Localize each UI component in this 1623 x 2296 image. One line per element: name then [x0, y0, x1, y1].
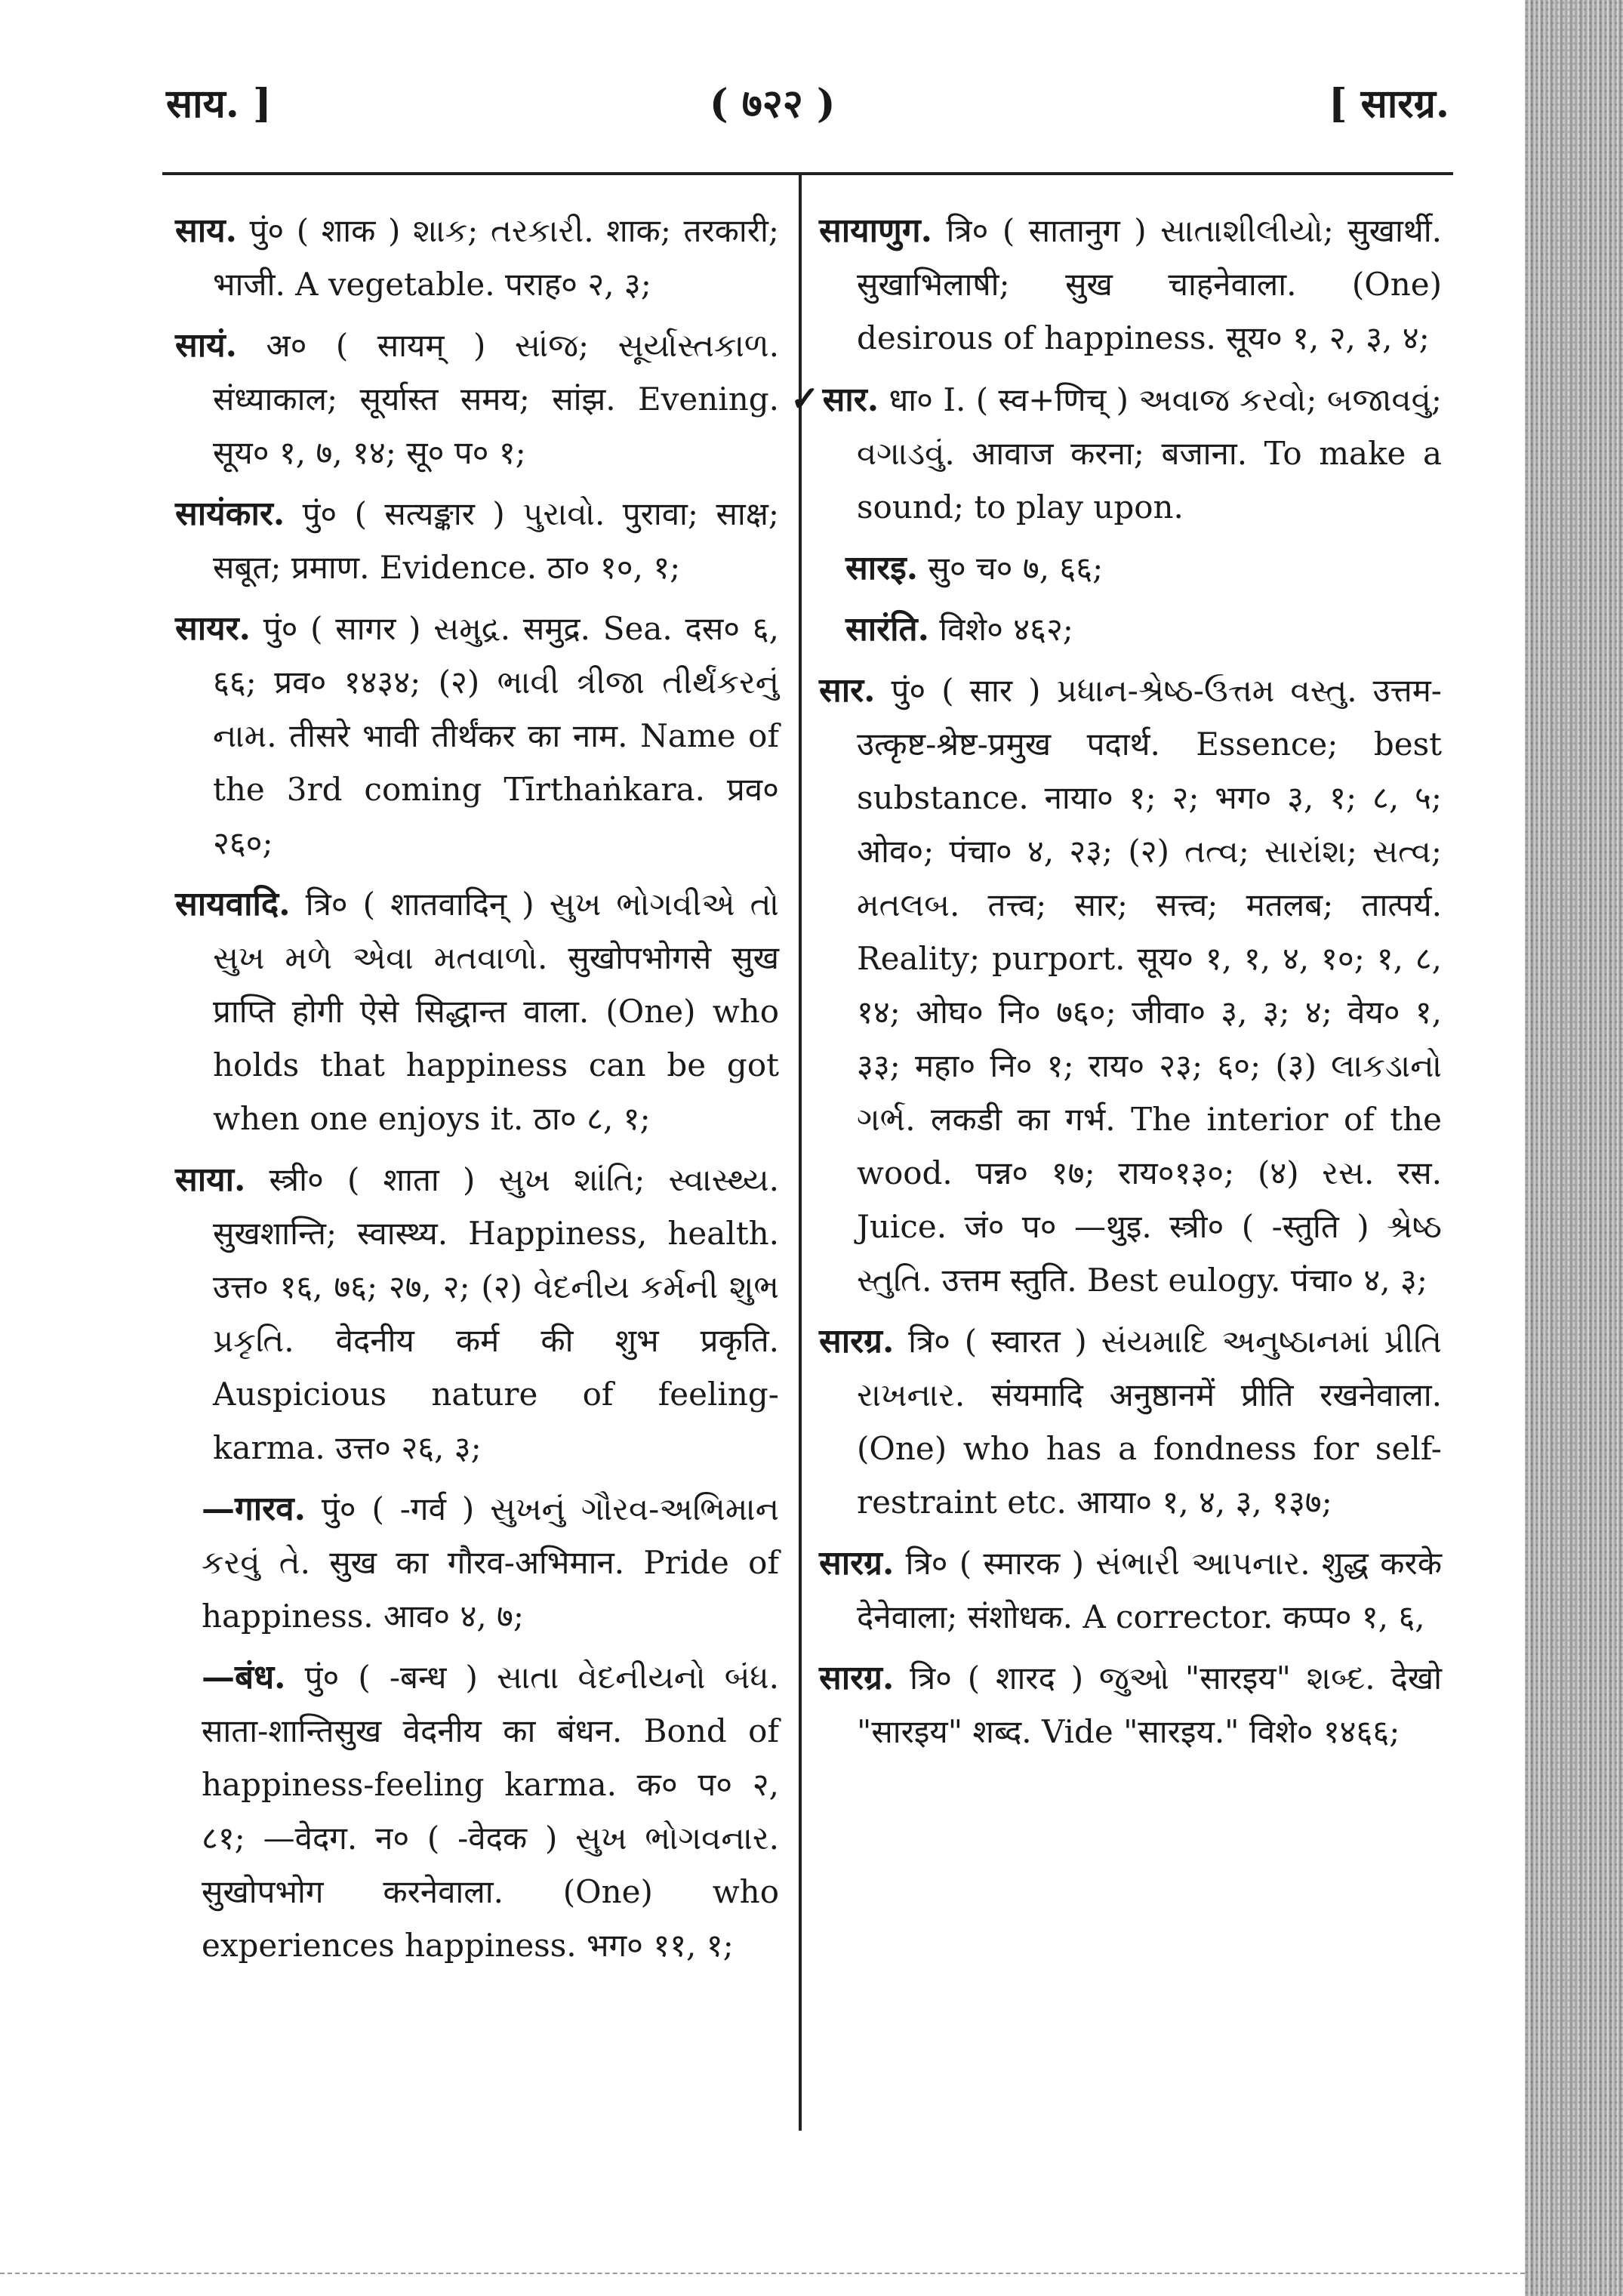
entry-headword: सारंति. — [845, 610, 929, 649]
entry-definition: त्रि० ( स्वारत ) સંયમાદિ અનુષ્ઠાનમાં પ્રીતિ રાખનાર. संयमादि अनुष्ठानमें प्रीति रखनेवाला. (One) who has a fondness for self-restraint etc. आया० १, ४, ३, १३७; — [857, 1323, 1442, 1521]
dictionary-entry — [819, 1536, 1442, 1644]
entry-definition: पुं० ( -गर्व ) સુખનું ગૌરવ-અભિમાન કરવું તે. सुख का गौरव-अभिमान. Pride of happiness. आव० ४, ७; — [202, 1490, 779, 1635]
left-column — [175, 204, 779, 1980]
entry-headword: सारग्र. — [819, 1659, 895, 1697]
dictionary-entry — [175, 204, 779, 311]
page-header — [166, 76, 1449, 136]
entry-headword: सारग्र. — [819, 1322, 895, 1361]
right-column — [790, 204, 1442, 1766]
dictionary-entry — [175, 487, 779, 594]
entry-headword: सायं. — [175, 326, 237, 365]
entry-definition: त्रि० ( शातवादिन् ) સુખ ભોગવીએ તો સુખ મળે એવા મતવાળો. सुखोपभोगसे सुख प्राप्ति होगी ऐसे सिद्धान्त वाला. (One) who holds that happiness can be got when one enjoys it. ठा० ८, १; — [213, 886, 780, 1137]
entry-definition: त्रि० ( सातानुग ) સાતાશીલીયો; सुखार्थी. सुखाभिलाषी; सुख चाहनेवाला. (One) desirous of happiness. सूय० १, २, ३, ४; — [857, 212, 1442, 356]
page-number: ( ७२२ ) — [710, 81, 836, 127]
dictionary-entry — [175, 1482, 779, 1643]
header-rule — [162, 172, 1453, 175]
entry-definition: पुं० ( सार ) પ્રધાન-શ્રેષ્ઠ-ઉત્તમ વસ્તુ. उत्तम-उत्कृष्ट-श्रेष्ट-प्रमुख पदार्थ. Essence; best substance. नाया० १; २; भग० ३, १; ८, ५; ओव०; पंचा० ४, २३; (२) તત્વ; સારાંશ; સત્વ; મતલબ. तत्त्व; सार; सत्त्व; मतलब; तात्पर्य. Reality; purport. सूय० १, १, ४, १०; १, ८, १४; ओघ० नि० ७६०; जीवा० ३, ३; ४; वेय० १, ३३; महा० नि० १; राय० २३; ६०; (३) લાકડાનો ગર્ભ. लकडी का गर्भ. The interior of the wood. पन्न० १७; राय०१३०; (४) રસ. रस. Juice. जं० प० —थुइ. स्त्री० ( -स्तुति ) શ્રેષ્ઠ સ્તુતિ. उत्तम स्तुति. Best eulogy. पंचा० ४, ३; — [857, 672, 1442, 1299]
scanned-page-edge-texture — [1525, 0, 1623, 2296]
dictionary-entry — [790, 372, 1442, 534]
dictionary-entry — [175, 1650, 779, 1972]
entry-headword: सायंकार. — [175, 495, 285, 533]
entry-definition: पुं० ( सत्यङ्कार ) પુરાવો. पुरावा; साक्ष; सबूत; प्रमाण. Evidence. ठा० १०, १; — [213, 495, 779, 586]
dictionary-entry — [175, 602, 779, 870]
dictionary-entry — [819, 1314, 1442, 1529]
entry-headword: सारग्र. — [819, 1544, 895, 1583]
entry-definition: अ० ( सायम् ) સાંજ; સૂર્યાસ્તકાળ. संध्याकाल; सूर्यास्त समय; सांझ. Evening. सूय० १, ७, १४; सू० प० १; — [213, 327, 779, 471]
entry-headword: सायाणुग. — [819, 211, 932, 250]
check-mark-icon: ✓ — [790, 378, 820, 419]
column-divider — [799, 175, 802, 2131]
entry-definition: धा० I. ( स्व+णिच् ) અવાજ કરવો; બજાવવું; વગાડવું. आवाज करना; बजाना. To make a sound; to play upon. — [857, 381, 1442, 525]
entry-headword: —गारव. — [202, 1490, 306, 1528]
entry-headword: सार. — [822, 381, 879, 419]
entry-definition: स्त्री० ( शाता ) સુખ શાંતિ; સ્વાસ્થ્ય. सुखशान्ति; स्वास्थ्य. Happiness, health. उत्त० १६, ७६; २७, २; (२) વેદનીય કર્મની શુભ પ્રકૃતિ. वेदनीय कर्म की शुभ प्रकृति. Auspicious nature of feeling-karma. उत्त० २६, ३; — [213, 1161, 779, 1466]
entry-definition: पुं० ( सागर ) સમુદ્ર. समुद्र. Sea. दस० ६, ६६; प्रव० १४३४; (२) ભાવી ત્રીજા તીર્થંકરનું નામ. तीसरे भावी तीर्थंकर का नाम. Name of the 3rd coming Tīrthaṅkara. प्रव० २६०; — [213, 610, 779, 861]
header-right-catchword: [ सारग्र. — [1328, 81, 1449, 127]
dictionary-entry — [175, 1153, 779, 1475]
dictionary-entry — [819, 603, 1442, 656]
entry-headword: सायवादि. — [175, 885, 291, 923]
entry-definition: पुं० ( शाक ) શાક; તરકારી. शाक; तरकारी; भाजी. A vegetable. पराह० २, ३; — [213, 212, 779, 303]
dictionary-entry — [819, 664, 1442, 1307]
dictionary-entry — [819, 541, 1442, 595]
scan-bottom-line — [0, 2273, 1525, 2274]
dictionary-entry — [175, 319, 779, 479]
entry-definition: त्रि० ( शारद ) જુઓ "सारइय" શબ્દ. देखो "सारइय" शब्द. Vide "सारइय." विशे० १४६६; — [857, 1660, 1442, 1750]
dictionary-entry — [175, 877, 779, 1145]
dictionary-entry — [819, 204, 1442, 365]
entry-headword: —बंध. — [202, 1658, 286, 1697]
entry-headword: सार. — [819, 671, 876, 710]
header-left-catchword: साय. ] — [166, 81, 272, 127]
entry-headword: साय. — [175, 211, 237, 250]
entry-definition: विशे० ४६२; — [939, 611, 1073, 648]
entry-headword: सायर. — [175, 609, 251, 648]
entry-definition: पुं० ( -बन्ध ) સાતા વેદનીયનો બંધ. साता-शान्तिसुख वेदनीय का बंधन. Bond of happiness-feeling karma. क० प० २, ८१; —वेदग. न० ( -वेदक ) સુખ ભોગવનાર. सुखोपभोग करनेवाला. (One) who experiences happiness. भग० ११, १; — [202, 1659, 779, 1964]
entry-definition: त्रि० ( स्मारक ) સંભારી આપનાર. शुद्ध करके देनेवाला; संशोधक. A corrector. कप्प० १, ६, — [857, 1545, 1442, 1635]
dictionary-entry — [819, 1651, 1442, 1758]
entry-definition: सु० च० ७, ६६; — [928, 550, 1104, 587]
entry-headword: सारइ. — [845, 549, 919, 587]
entry-headword: साया. — [175, 1160, 246, 1199]
